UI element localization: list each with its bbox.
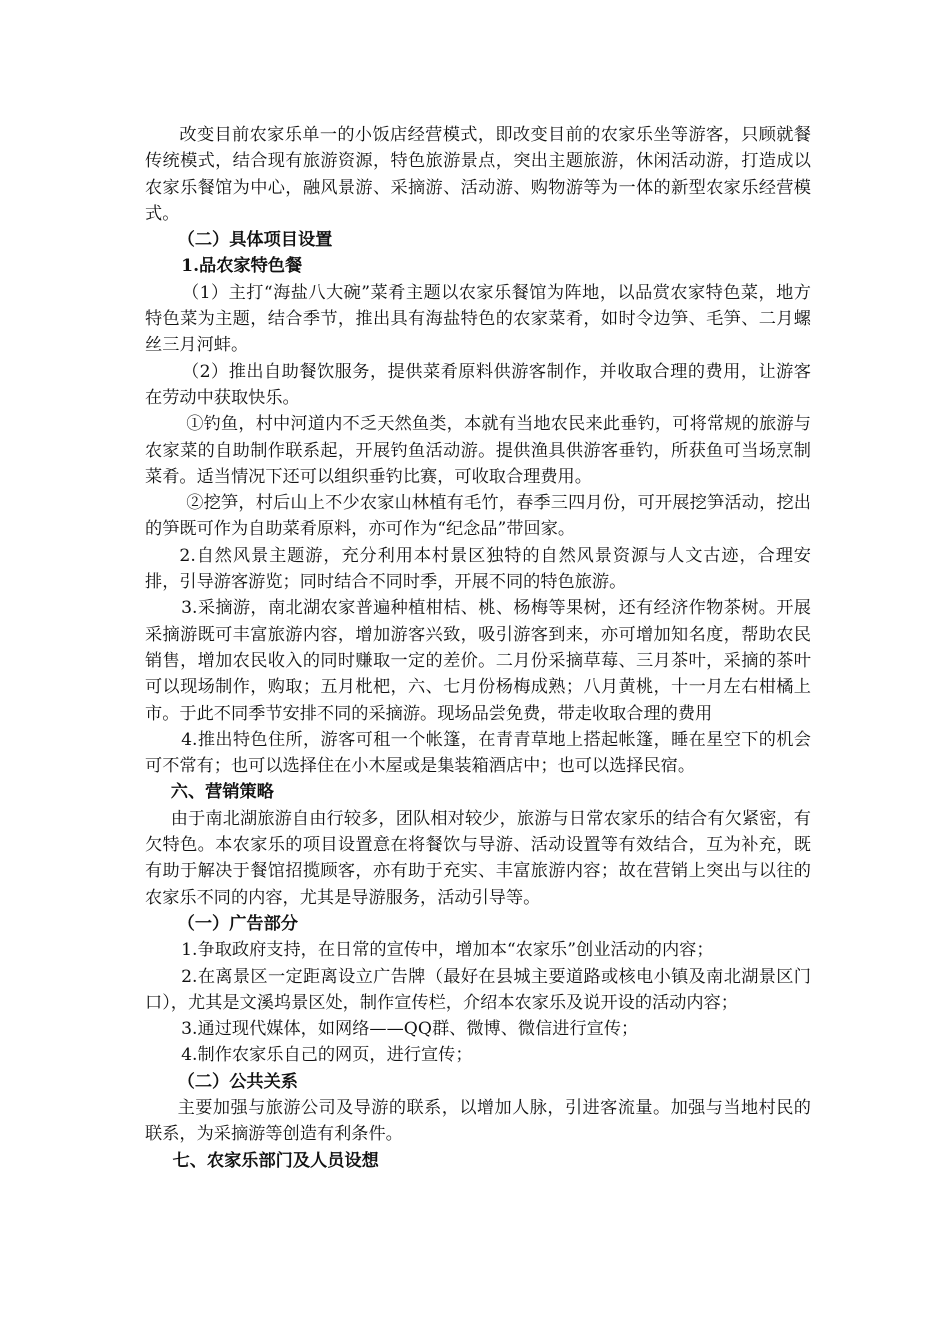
paragraph-ad-4: 4.制作农家乐自己的网页，进行宣传； — [181, 1045, 473, 1066]
paragraph-lodging: 4.推出特色住所，游客可租一个帐篷，在青青草地上搭起帐篷，睡在星空下的机会可不常有；也可以选择住在小木屋或是集装箱酒店中；也可以选择民宿。 — [145, 729, 811, 777]
section-heading-public-relations: （二）公共关系 — [177, 1071, 298, 1092]
paragraph-scenery-tour: 2.自然风景主题游，充分利用本村景区独特的自然风景资源与人文古迹，合理安排，引导游客游览；同时结合不同时季，开展不同的特色旅游。 — [145, 545, 811, 593]
paragraph-picking-tour: 3.采摘游，南北湖农家普遍种植柑桔、桃、杨梅等果树，还有经济作物茶树。开展采摘游既可丰富旅游内容，增加游客兴致，吸引游客到来，亦可增加知名度，帮助农民销售，增加农民收入的同时赚取一定的差价。二月份采摘草莓、三月茶叶，采摘的茶叶可以现场制作，购取；五月枇杷，六、七月份杨梅成熟；八月黄桃，十一月左右柑橘上市。于此不同季节安排不同的采摘游。现场品尝免费，带走收取合理的费用 — [145, 598, 811, 724]
paragraph-ad-1: 1.争取政府支持，在日常的宣传中，增加本“农家乐”创业活动的内容； — [181, 940, 714, 961]
paragraph-signature-dishes: （1）主打“海盐八大碗”菜肴主题以农家乐餐馆为阵地，以品赏农家特色菜，地方特色菜为主题，结合季节，推出具有海盐特色的农家菜肴，如时令边笋、毛笋、二月螺丝三月河蚌。 — [145, 282, 811, 356]
section-heading-advertising: （一）广告部分 — [177, 913, 298, 934]
section-heading-project-setup: （二）具体项目设置 — [177, 230, 333, 251]
paragraph-bamboo-shoots: ②挖笋，村后山上不少农家山林植有毛竹，春季三四月份，可开展挖笋活动，挖出的笋既可作为自助菜肴原料，亦可作为“纪念品”带回家。 — [145, 493, 811, 540]
paragraph-fishing: ①钓鱼，村中河道内不乏天然鱼类，本就有当地农民来此垂钓，可将常规的旅游与农家菜的自助制作联系起，开展钓鱼活动游。提供渔具供游客垂钓，所获鱼可当场烹制菜肴。适当情况下还可以组织垂钓比赛，可收取合理费用。 — [145, 414, 811, 487]
paragraph-ad-3: 3.通过现代媒体，如网络——QQ群、微博、微信进行宣传； — [181, 1019, 639, 1040]
section-heading-marketing: 六、营销策略 — [170, 782, 274, 803]
paragraph-public-relations: 主要加强与旅游公司及导游的联系，以增加人脉，引进客流量。加强与当地村民的联系，为采摘游等创造有利条件。 — [145, 1097, 811, 1145]
paragraph-marketing: 由于南北湖旅游自由行较多，团队相对较少，旅游与日常农家乐的结合有欠紧密，有欠特色。本农家乐的项目设置意在将餐饮与导游、活动设置等有效结合，互为补充，既有助于解决于餐馆招揽顾客，亦有助于充实、丰富旅游内容；故在营销上突出与以往的农家乐不同的内容，尤其是导游服务，活动引导等。 — [145, 808, 811, 908]
paragraph-self-service: （2）推出自助餐饮服务，提供菜肴原料供游客制作，并收取合理的费用，让游客在劳动中获取快乐。 — [145, 361, 811, 408]
intro-paragraph: 改变目前农家乐单一的小饭店经营模式，即改变目前的农家乐坐等游客，只顾就餐传统模式，结合现有旅游资源，特色旅游景点，突出主题旅游，休闲活动游，打造成以农家乐餐馆为中心，融风景游、采摘游、活动游、购物游等为一体的新型农家乐经营模式。 — [145, 125, 811, 224]
item-heading-farm-meal: 1.品农家特色餐 — [181, 256, 303, 277]
paragraph-ad-2: 2.在离景区一定距离设立广告牌（最好在县城主要道路或核电小镇及南北湖景区门口），尤其是文溪坞景区处，制作宣传栏，介绍本农家乐及说开设的活动内容； — [145, 966, 811, 1013]
section-heading-departments: 七、农家乐部门及人员设想 — [172, 1150, 379, 1171]
document-page — [145, 122, 811, 1174]
